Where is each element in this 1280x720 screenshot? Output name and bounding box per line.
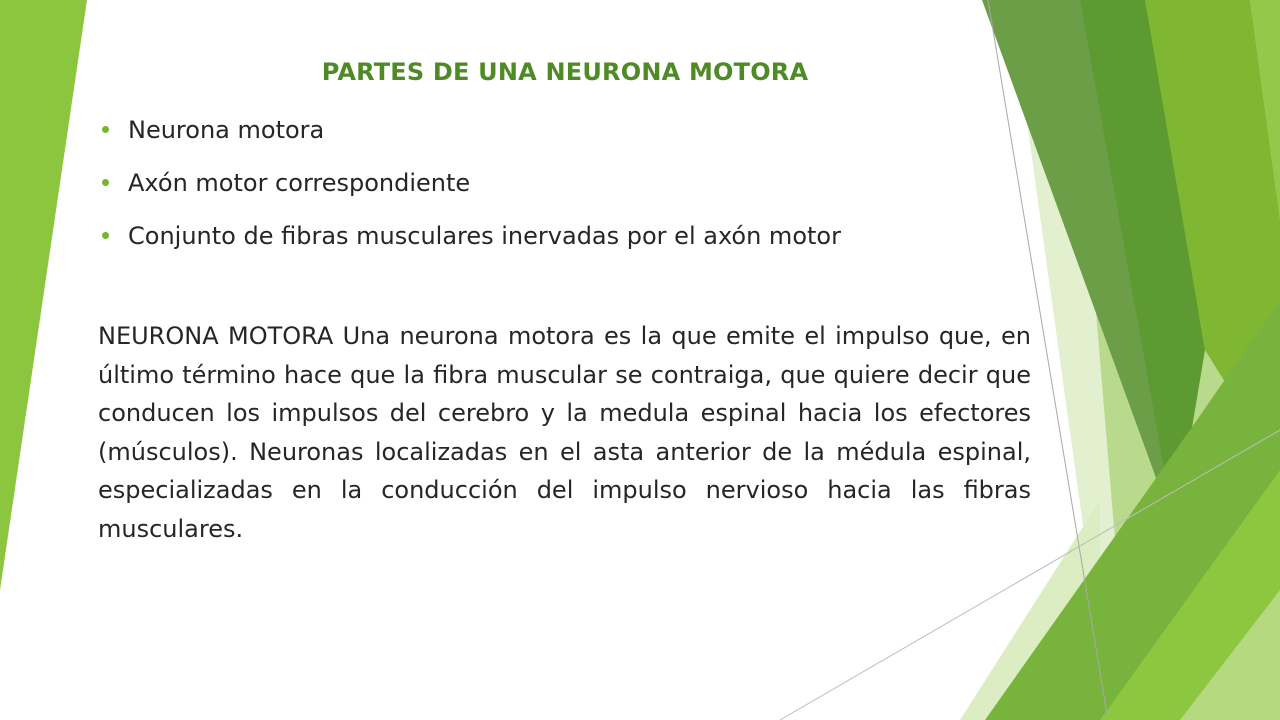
- bullet-text: Neurona motora: [128, 116, 325, 144]
- bullet-text: Axón motor correspondiente: [128, 169, 471, 197]
- bullet-item: [98, 110, 841, 163]
- left-green-band: [0, 0, 87, 590]
- bullet-item: [98, 163, 841, 216]
- bullet-dot-icon: [102, 232, 109, 239]
- bullet-dot-icon: [102, 126, 109, 133]
- bullet-dot-icon: [102, 179, 109, 186]
- bullet-list: [98, 110, 841, 269]
- bullet-text: Conjunto de fibras musculares inervadas por el axón motor: [128, 222, 841, 250]
- bullet-item: [98, 216, 841, 269]
- body-paragraph: NEURONA MOTORA Una neurona motora es la que emite el impulso que, en último término hace que la fibra muscular se contraiga, que quiere decir que conducen los impulsos del cerebro y la medula espinal hacia los efectores (músculos). Neuronas localizadas en el asta anterior de la médula espinal, especializadas en la conducción del impulso nervioso hacia las fibras musculares.: [98, 322, 1031, 543]
- slide-title: PARTES DE UNA NEURONA MOTORA: [321, 58, 809, 86]
